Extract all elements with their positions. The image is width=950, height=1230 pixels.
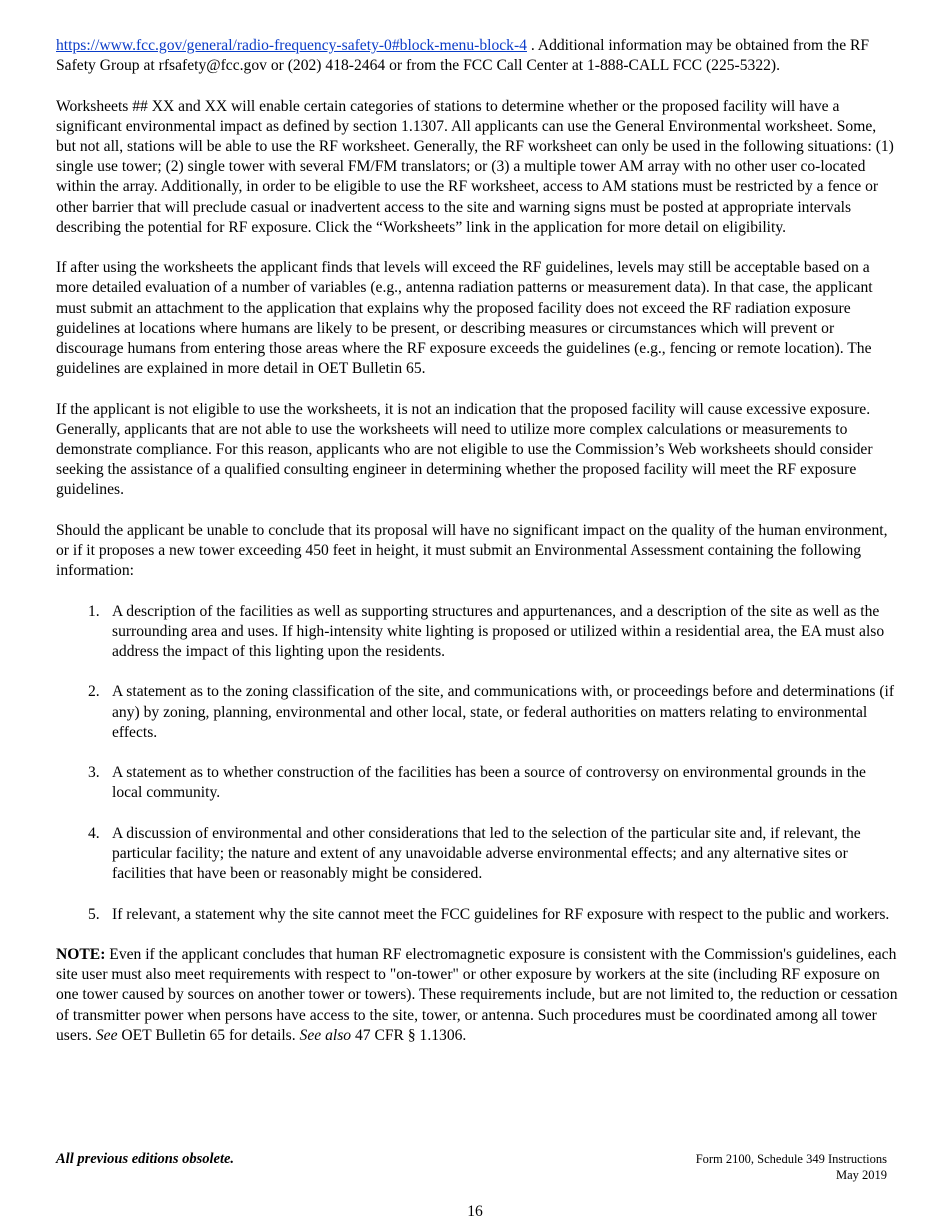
list-item: [56, 682, 898, 743]
list-item-text: A description of the facilities as well as supporting structures and appurtenances, and a description of the site as well as the surrounding area and uses. If high-intensity white lighting is proposed or utilized within a residential area, the EA must also address the impact of this lighting upon the residents.: [112, 602, 885, 661]
rf-safety-link[interactable]: https://www.fcc.gov/general/radio-frequency-safety-0#block-menu-block-4: [56, 37, 527, 54]
note-text-mid: OET Bulletin 65 for details.: [117, 1026, 300, 1044]
list-item-number: 2.: [88, 683, 100, 701]
list-item-number: 4.: [88, 824, 100, 842]
note-label: NOTE:: [56, 945, 106, 963]
page-number: 16: [467, 1203, 483, 1220]
footer-form-info: [696, 1151, 887, 1183]
list-item-text: A discussion of environmental and other considerations that led to the selection of the particular site and, if relevant, the particular facility; the nature and extent of any unavoidable adverse environmental effects; and any alternative sites or facilities that have been or reasonably might be considered.: [112, 824, 861, 883]
list-item-number: 3.: [88, 764, 100, 782]
intro-text: . Additional information may be obtained from the RF Safety Group at rfsafety@fcc.gov or (202) 418-2464 or from the FCC Call Center at 1-888-CALL FCC (225-5322).: [56, 37, 870, 75]
list-item: [56, 905, 898, 925]
list-item-text: A statement as to the zoning classification of the site, and communications with, or proceedings before and determinations (if any) by zoning, planning, environmental and other local, state, or federal authorities on matters relating to environmental effects.: [112, 683, 895, 741]
environmental-assessment-paragraph: Should the applicant be unable to conclude that its proposal will have no significant impact on the quality of the human environment, or if it proposes a new tower exceeding 450 feet in height, it must submit an Environmental Assessment containing the following information:: [56, 521, 888, 580]
note-paragraph: [56, 945, 898, 1046]
list-item: [56, 824, 898, 885]
list-item-number: 5.: [88, 905, 100, 923]
note-see: See: [95, 1026, 118, 1044]
note-text-main: Even if the applicant concludes that human RF electromagnetic exposure is consistent with the Commission's guidelines, each site user must also meet requirements with respect to "on-tower" or other exposure by workers at the site (including RF exposure on one tower caused by sources on another tower or towers). These requirements include, but are not limited to, the reduction or cessation of transmitter power when persons have access to the site, tower, or antenna. Such procedures must be coordinated among all tower users.: [56, 945, 898, 1044]
note-see-also: See also: [299, 1026, 352, 1044]
list-item-number: 1.: [88, 602, 100, 620]
list-item-text: A statement as to whether construction of the facilities has been a source of controversy on environmental grounds in the local community.: [112, 764, 866, 802]
list-item-text: If relevant, a statement why the site cannot meet the FCC guidelines for RF exposure with respect to the public and workers.: [112, 905, 890, 923]
list-item: [56, 602, 898, 663]
note-text-end: 47 CFR § 1.1306.: [351, 1026, 467, 1044]
footer-form-name: Form 2100, Schedule 349 Instructions: [695, 1152, 887, 1166]
footer-obsolete-notice: All previous editions obsolete.: [56, 1151, 235, 1167]
document-body: [56, 36, 898, 1066]
not-eligible-paragraph: If the applicant is not eligible to use the worksheets, it is not an indication that the proposed facility will cause excessive exposure. Generally, applicants that are not able to use the worksheets will need to utilize more complex calculations or measurements to demonstrate compliance. For this reason, applicants who are not eligible to use the Commission’s Web worksheets should consider seeking the assistance of a qualified consulting engineer in determining whether the proposed facility will meet the RF exposure guidelines.: [56, 400, 873, 499]
ea-requirements-list: [56, 602, 898, 925]
exceed-guidelines-paragraph: If after using the worksheets the applicant finds that levels will exceed the RF guidelines, levels may still be acceptable based on a more detailed evaluation of a number of variables (e.g., antenna radiation patterns or measurement data). In that case, the applicant must submit an attachment to the application that explains why the proposed facility does not exceed the RF radiation exposure guidelines at locations where humans are likely to be present, or describing measures or circumstances which will prevent or discourage humans from entering those areas where the RF exposure exceeds the guidelines (e.g., fencing or remote location). The guidelines are explained in more detail in OET Bulletin 65.: [56, 259, 873, 378]
footer-form-date: May 2019: [835, 1168, 887, 1182]
intro-paragraph: [56, 36, 898, 76]
list-item: [56, 763, 898, 803]
worksheets-paragraph: Worksheets ## XX and XX will enable certain categories of stations to determine whether or the proposed facility will have a significant environmental impact as defined by section 1.1307. All applicants can use the General Environmental worksheet. Some, but not all, stations will be able to use the RF worksheet. Generally, the RF worksheet can only be used in the following situations: (1) single use tower; (2) single tower with several FM/FM translators; or (3) a multiple tower AM array with no other user co-located within the array. Additionally, in order to be eligible to use the RF worksheet, access to AM stations must be restricted by a fence or other barrier that will preclude casual or inadvertent access to the site and warning signs must be posted at appropriate intervals describing the potential for RF exposure. Click the “Worksheets” link in the application for more detail on eligibility.: [56, 97, 894, 236]
